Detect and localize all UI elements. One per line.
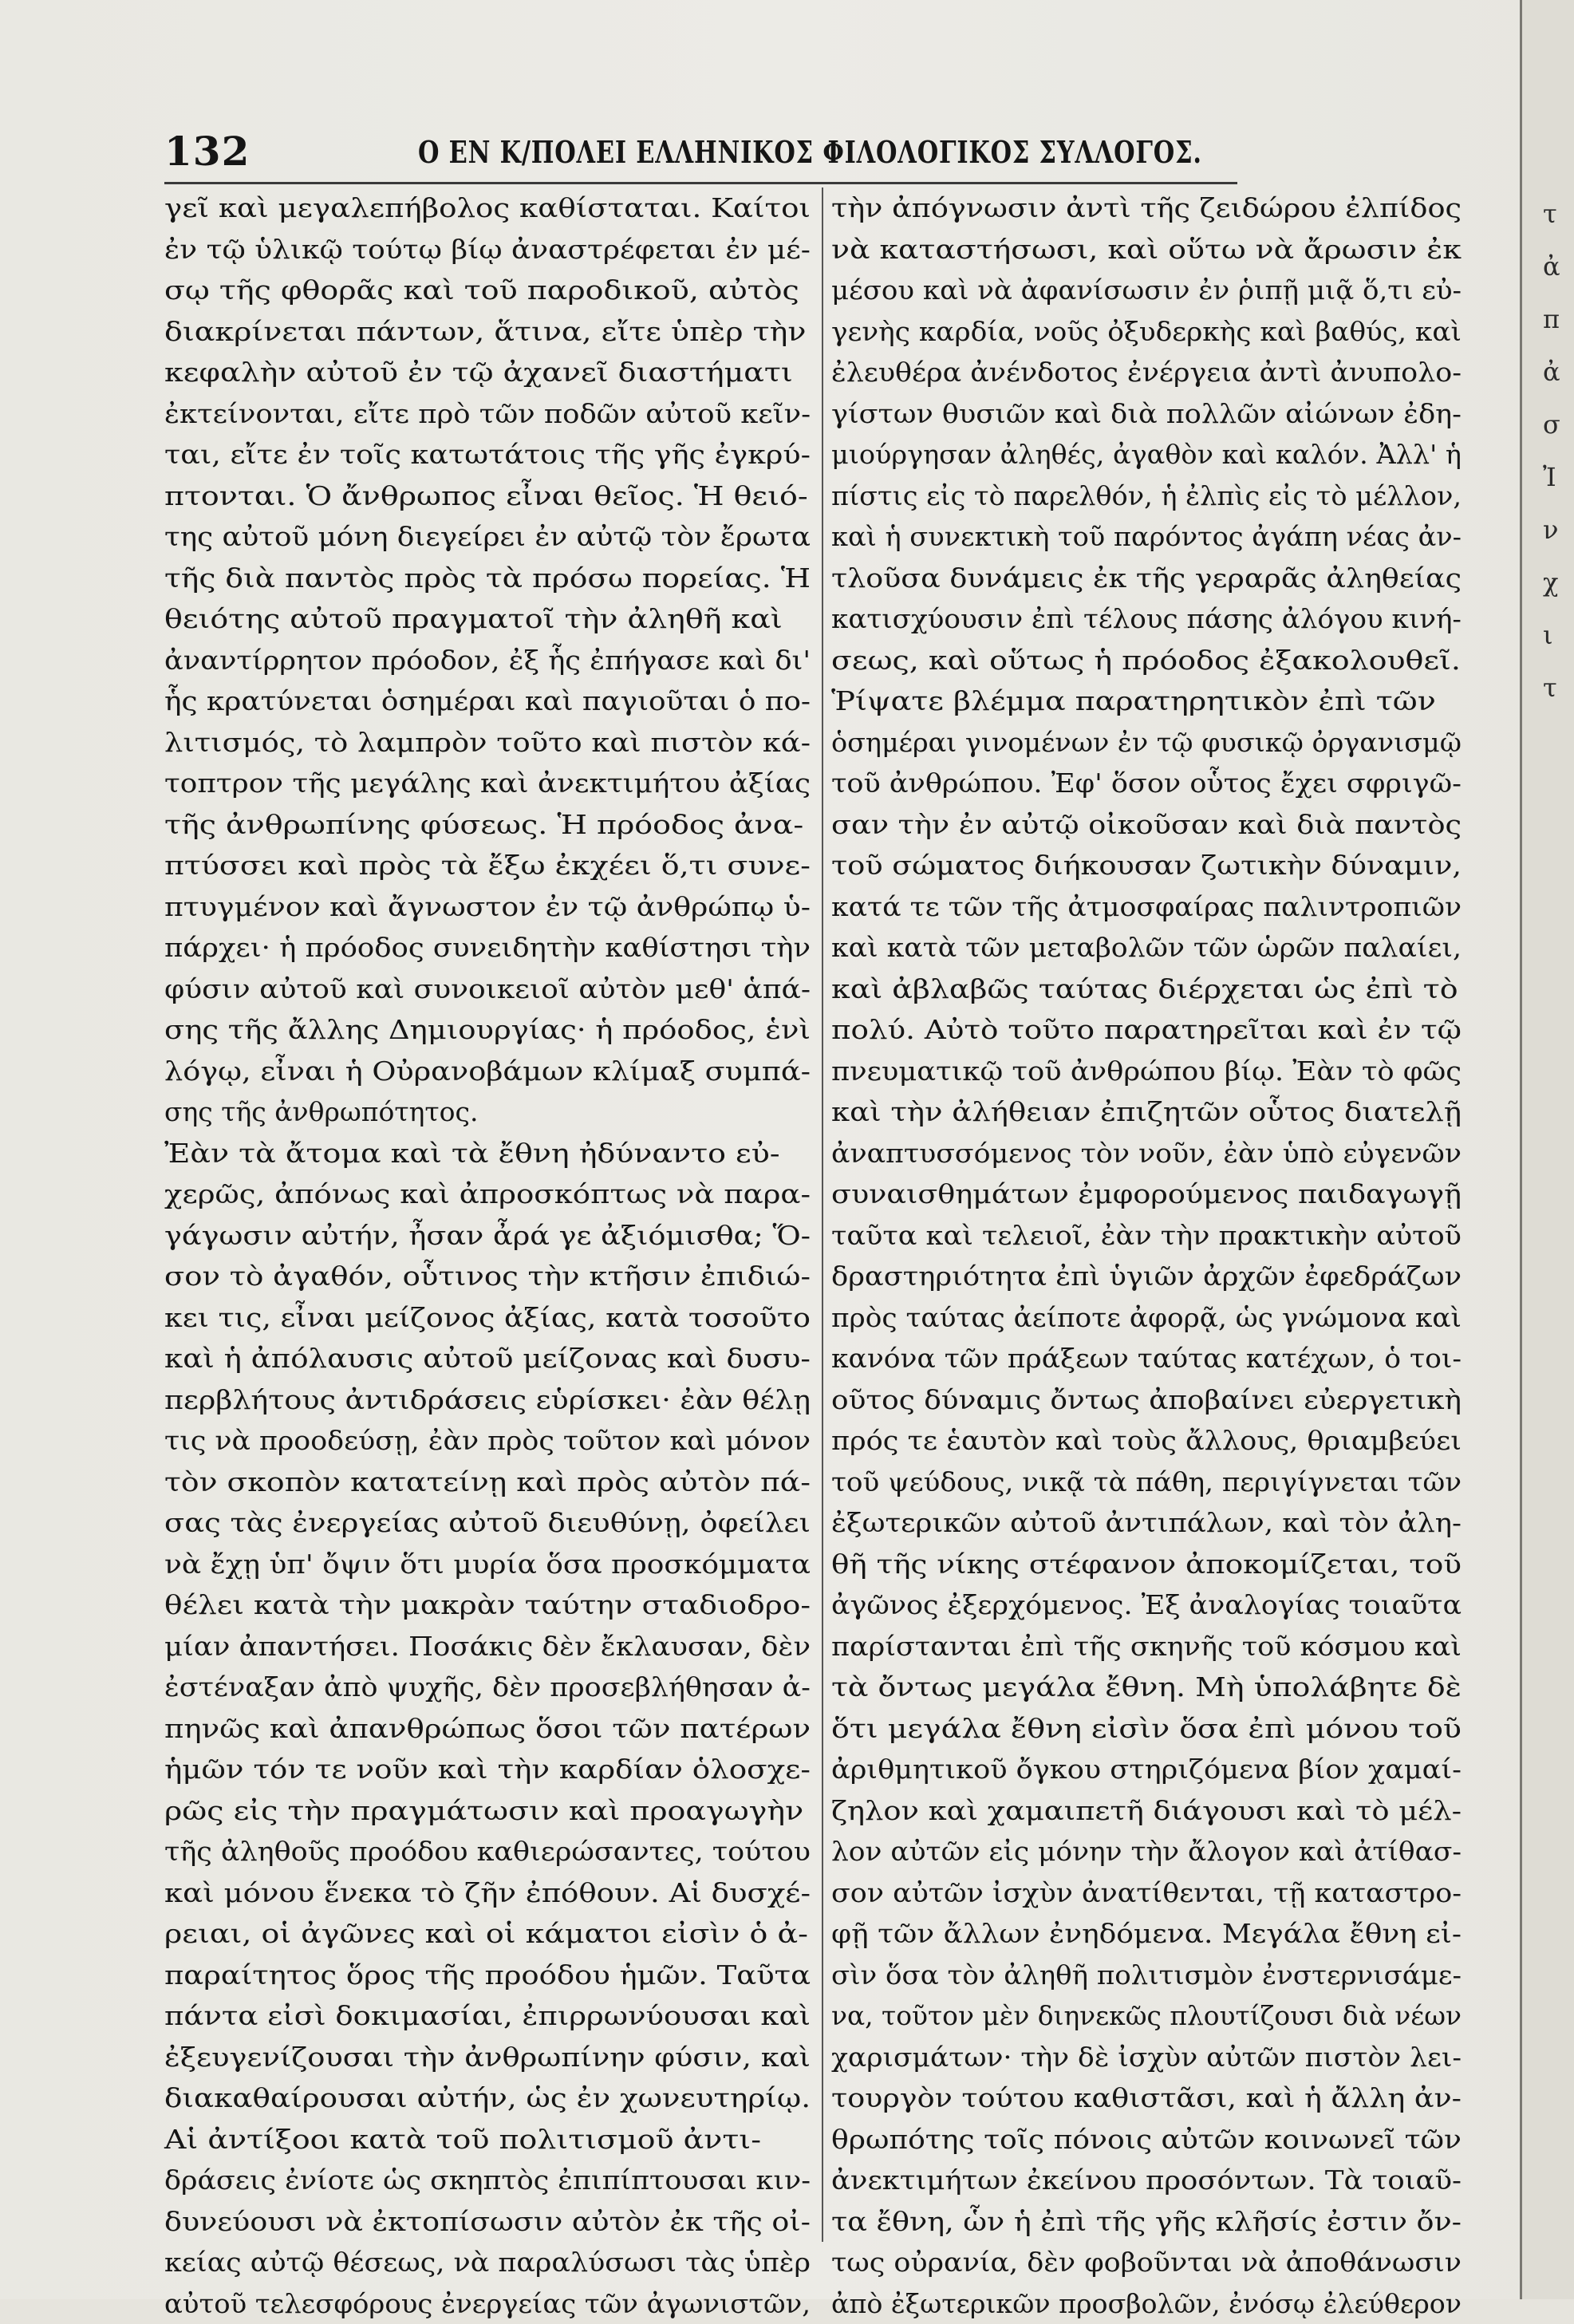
- text-line: [164, 1256, 811, 1297]
- text-line: [831, 1544, 1462, 1585]
- text-line: [831, 1338, 1462, 1379]
- text-line-content: χερῶς, ἀπόνως καὶ ἀπροσκόπτως νὰ παρα-: [164, 1174, 811, 1215]
- text-line: [831, 2037, 1462, 2078]
- text-line-content: δυνεύουσι νὰ ἐκτοπίσωσιν αὐτὸν ἐκ τῆς οἰ-: [164, 2201, 811, 2243]
- text-line: [164, 187, 811, 229]
- text-line: [164, 558, 811, 599]
- text-line-content: κείας αὐτῷ θέσεως, νὰ παραλύσωσι τὰς ὑπὲρ: [164, 2242, 811, 2283]
- text-line: [831, 1667, 1462, 1708]
- text-line-content: φύσιν αὐτοῦ καὶ συνοικειοῖ αὐτὸν μεθ' ἁπά-: [164, 969, 811, 1010]
- text-line-content: τοῦ σώματος διήκουσαν ζωτικὴν δύναμιν,: [831, 845, 1462, 886]
- text-line-content: θῆ τῆς νίκης στέφανον ἀποκομίζεται, τοῦ: [831, 1544, 1462, 1585]
- text-line-content: ἀνεκτιμήτων ἐκείνου προσόντων. Τὰ τοιαῦ-: [831, 2160, 1462, 2201]
- text-line: [164, 1544, 811, 1585]
- text-line: [164, 516, 811, 558]
- text-line: [831, 1831, 1462, 1872]
- text-line: [164, 1913, 811, 1955]
- text-line-content: ἀναπτυσσόμενος τὸν νοῦν, ἐὰν ὑπὸ εὐγενῶν: [831, 1133, 1462, 1174]
- text-line-content: λιτισμός, τὸ λαμπρὸν τοῦτο καὶ πιστὸν κά-: [164, 722, 811, 763]
- text-line: [831, 270, 1462, 311]
- text-line-content: οῦτος δύναμις ὄντως ἀποβαίνει εὐεργετικὴ: [831, 1379, 1462, 1421]
- text-line: [831, 804, 1462, 846]
- text-line: [164, 2160, 811, 2201]
- text-line-content: ὅτι μεγάλα ἔθνη εἰσὶν ὅσα ἐπὶ μόνου τοῦ: [831, 1708, 1462, 1750]
- text-line: [164, 1584, 811, 1626]
- text-line: [831, 434, 1462, 475]
- text-line-content: πτύσσει καὶ πρὸς τὰ ἔξω ἐκχέει ὅ,τι συνε-: [164, 845, 811, 886]
- text-line: [164, 1502, 811, 1544]
- text-line-content: ἀγῶνος ἐξερχόμενος. Ἐξ ἀναλογίας τοιαῦτα: [831, 1584, 1462, 1626]
- text-line-content: λόγῳ, εἶναι ἡ Οὐρανοβάμων κλίμαξ συμπά-: [164, 1051, 811, 1092]
- text-line: [164, 598, 811, 640]
- text-line: [164, 352, 811, 393]
- text-line-content: ρειαι, οἱ ἀγῶνες καὶ οἱ κάματοι εἰσὶν ὁ ἀ-: [164, 1913, 808, 1955]
- text-line-content: τα ἔθνη, ὧν ἡ ἐπὶ τῆς γῆς κλῆσίς ἐστιν ὄν-: [831, 2201, 1462, 2243]
- text-line-content: γίστων θυσιῶν καὶ διὰ πολλῶν αἰώνων ἐδη-: [831, 393, 1462, 435]
- text-line: [831, 1913, 1462, 1955]
- right-column: [831, 187, 1462, 2324]
- text-line-content: να, τοῦτον μὲν διηνεκῶς πλουτίζουσι διὰ νέων: [831, 1995, 1462, 2037]
- text-line: [831, 722, 1462, 763]
- text-line-content: τοπτρον τῆς μεγάλης καὶ ἀνεκτιμήτου ἀξίας: [164, 763, 811, 804]
- text-line-content: πάντα εἰσὶ δοκιμασίαι, ἐπιρρωνύουσαι καὶ: [164, 1995, 811, 2037]
- text-line-content: τὴν ἀπόγνωσιν ἀντὶ τῆς ζειδώρου ἐλπίδος: [831, 187, 1462, 229]
- text-line-content: ἐν τῷ ὑλικῷ τούτῳ βίῳ ἀναστρέφεται ἐν μέ-: [164, 229, 811, 270]
- text-line: [831, 681, 1462, 722]
- text-line-content: τλοῦσα δυνάμεις ἐκ τῆς γεραρᾶς ἀληθείας: [831, 558, 1462, 599]
- text-line: [831, 2283, 1462, 2324]
- text-line: [164, 2077, 811, 2119]
- text-line: [164, 270, 811, 311]
- text-line: [831, 969, 1462, 1010]
- text-line-content: σεως, καὶ οὕτως ἡ πρόοδος ἐξακολουθεῖ.: [831, 640, 1461, 681]
- text-line-content: πρὸς ταύτας ἀείποτε ἀφορᾷ, ὡς γνώμονα καὶ: [831, 1297, 1462, 1339]
- page-edge: [1520, 0, 1522, 2299]
- text-line: [164, 969, 811, 1010]
- text-line: [831, 1215, 1462, 1257]
- text-line-content: τῆς διὰ παντὸς πρὸς τὰ πρόσω πορείας. Ἡ: [164, 558, 811, 599]
- text-line: [831, 927, 1462, 969]
- text-line: [831, 558, 1462, 599]
- text-line: [831, 2160, 1462, 2201]
- text-line-content: κει τις, εἶναι μείζονος ἀξίας, κατὰ τοσοῦτο: [164, 1297, 811, 1339]
- text-line-content: πτυγμένον καὶ ἄγνωστον ἐν τῷ ἀνθρώπῳ ὑ-: [164, 886, 811, 928]
- text-line: [831, 1708, 1462, 1750]
- text-line-content: σης τῆς ἀνθρωπότητος.: [164, 1091, 478, 1133]
- text-line: [164, 1091, 811, 1133]
- text-line: [831, 1420, 1462, 1462]
- text-line: [164, 1955, 811, 1996]
- text-line: [831, 598, 1462, 640]
- text-line: [164, 1297, 811, 1339]
- text-line: [164, 845, 811, 886]
- edge-glyph: τ: [1543, 661, 1574, 714]
- text-line-content: παρίστανται ἐπὶ τῆς σκηνῆς τοῦ κόσμου καὶ: [831, 1626, 1462, 1667]
- text-line-content: τοῦ ψεύδους, νικᾷ τὰ πάθη, περιγίγνεται τῶν: [831, 1462, 1462, 1503]
- text-line-content: ἡμῶν τόν τε νοῦν καὶ τὴν καρδίαν ὁλοσχε-: [164, 1749, 811, 1790]
- text-line-content: ρῶς εἰς τὴν πραγμάτωσιν καὶ προαγωγὴν: [164, 1790, 803, 1832]
- text-line: [831, 2201, 1462, 2243]
- text-line: [164, 1462, 811, 1503]
- text-line-content: κατά τε τῶν τῆς ἀτμοσφαίρας παλιντροπιῶν: [831, 886, 1462, 928]
- text-line: [831, 2119, 1462, 2160]
- text-line: [164, 1420, 811, 1462]
- edge-glyph: ἀ: [1543, 345, 1574, 398]
- text-line: [164, 681, 811, 722]
- text-line: [164, 1626, 811, 1667]
- edge-glyph: ν: [1543, 503, 1574, 556]
- text-line: [831, 187, 1462, 229]
- text-line: [164, 1872, 811, 1914]
- text-line-content: πτονται. Ὁ ἄνθρωπος εἶναι θεῖος. Ἡ θειό-: [164, 475, 808, 517]
- text-line-content: ὁσημέραι γινομένων ἐν τῷ φυσικῷ ὀργανισμῷ: [831, 722, 1462, 763]
- text-line-content: κανόνα τῶν πράξεων ταύτας κατέχων, ὁ τοι-: [831, 1338, 1462, 1379]
- text-line: [831, 1995, 1462, 2037]
- text-line: [164, 1749, 811, 1790]
- text-line: [164, 434, 811, 475]
- text-line-content: ἧς κρατύνεται ὁσημέραι καὶ παγιοῦται ὁ πο-: [164, 681, 811, 722]
- text-line: [831, 1955, 1462, 1996]
- text-line: [164, 886, 811, 928]
- text-line: [831, 1872, 1462, 1914]
- text-line-content: ἐξευγενίζουσαι τὴν ἀνθρωπίνην φύσιν, καὶ: [164, 2037, 811, 2078]
- text-line: [831, 311, 1462, 353]
- edge-glyph: σ: [1543, 398, 1574, 451]
- text-line: [164, 2119, 811, 2160]
- text-line: [164, 2201, 811, 2243]
- text-line-content: τουργὸν τούτου καθιστᾶσι, καὶ ἡ ἄλλη ἀν-: [831, 2077, 1462, 2119]
- text-line-content: τῆς ἀληθοῦς προόδου καθιερώσαντες, τούτου: [164, 1831, 811, 1872]
- text-line-content: σῳ τῆς φθορᾶς καὶ τοῦ παροδικοῦ, αὐτὸς: [164, 270, 799, 311]
- text-line: [164, 393, 811, 435]
- text-line: [164, 1133, 811, 1174]
- text-line-content: συναισθημάτων ἐμφορούμενος παιδαγωγῇ: [831, 1174, 1462, 1215]
- text-line-content: διακρίνεται πάντων, ἅτινα, εἴτε ὑπὲρ τὴν: [164, 311, 806, 353]
- text-line-content: πολύ. Αὐτὸ τοῦτο παρατηρεῖται καὶ ἐν τῷ: [831, 1009, 1462, 1051]
- text-line: [831, 1297, 1462, 1339]
- text-line-content: γεῖ καὶ μεγαλεπήβολος καθίσταται. Καίτοι: [164, 187, 811, 229]
- text-line-content: ἐξωτερικῶν αὐτοῦ ἀντιπάλων, καὶ τὸν ἀλη-: [831, 1502, 1462, 1544]
- text-line-content: γάγωσιν αὐτήν, ἦσαν ἆρά γε ἀξιόμισθα; Ὅ-: [164, 1215, 811, 1257]
- text-line: [164, 2283, 811, 2324]
- text-line-content: σης τῆς ἄλλης Δημιουργίας· ἡ πρόοδος, ἑνὶ: [164, 1009, 811, 1051]
- text-line: [831, 229, 1462, 270]
- text-line-content: καὶ μόνου ἕνεκα τὸ ζῆν ἐπόθουν. Αἱ δυσχέ-: [164, 1872, 811, 1914]
- text-line-content: αὐτοῦ τελεσφόρους ἐνεργείας τῶν ἀγωνιστῶν,: [164, 2283, 811, 2324]
- text-line: [164, 927, 811, 969]
- text-line-content: μέσου καὶ νὰ ἀφανίσωσιν ἐν ῥιπῇ μιᾷ ὅ,τι εὐ-: [831, 270, 1462, 311]
- text-line-content: πάρχει· ἡ πρόοδος συνειδητὴν καθίστησι τὴν: [164, 927, 811, 969]
- text-line-content: καὶ ἀβλαβῶς ταύτας διέρχεται ὡς ἐπὶ τὸ: [831, 969, 1458, 1010]
- text-line-content: τὸν σκοπὸν κατατείνῃ καὶ πρὸς αὐτὸν πά-: [164, 1462, 811, 1503]
- text-line-content: πηνῶς καὶ ἀπανθρώπως ὅσοι τῶν πατέρων: [164, 1708, 811, 1750]
- text-line-content: σας τὰς ἐνεργείας αὐτοῦ διευθύνῃ, ὀφείλει: [164, 1502, 811, 1544]
- text-line: [831, 640, 1462, 681]
- column-divider: [822, 187, 823, 2242]
- text-line: [831, 1626, 1462, 1667]
- text-line: [164, 1667, 811, 1708]
- text-line-content: τὰ ὄντως μεγάλα ἔθνη. Μὴ ὑπολάβητε δὲ: [831, 1667, 1462, 1708]
- text-line-content: σον αὐτῶν ἰσχὺν ἀνατίθενται, τῇ καταστρο-: [831, 1872, 1462, 1914]
- text-line: [164, 1379, 811, 1421]
- text-line: [164, 2242, 811, 2283]
- edge-glyph: π: [1543, 293, 1574, 345]
- text-line: [164, 311, 811, 353]
- text-line-content: τῆς ἀνθρωπίνης φύσεως. Ἡ πρόοδος ἀνα-: [164, 804, 803, 846]
- text-line: [831, 1133, 1462, 1174]
- text-line-content: νὰ καταστήσωσι, καὶ οὕτω νὰ ἄρωσιν ἐκ: [831, 229, 1462, 270]
- edge-glyph: τ: [1543, 187, 1574, 240]
- text-line: [831, 886, 1462, 928]
- edge-glyph: χ: [1543, 556, 1574, 609]
- text-line: [164, 475, 811, 517]
- text-line-content: τοῦ ἀνθρώπου. Ἐφ' ὅσον οὗτος ἔχει σφριγῶ-: [831, 763, 1462, 804]
- text-line: [164, 2037, 811, 2078]
- text-line-content: δραστηριότητα ἐπὶ ὑγιῶν ἀρχῶν ἐφεδράζων: [831, 1256, 1462, 1297]
- text-line-content: ἐστέναξαν ἀπὸ ψυχῆς, δὲν προσεβλήθησαν ἀ-: [164, 1667, 811, 1708]
- text-line: [831, 845, 1462, 886]
- text-line: [831, 2077, 1462, 2119]
- text-line: [831, 516, 1462, 558]
- text-line-content: φῇ τῶν ἄλλων ἐνηδόμενα. Μεγάλα ἔθνη εἰ-: [831, 1913, 1462, 1955]
- text-line: [831, 1256, 1462, 1297]
- text-line: [831, 1462, 1462, 1503]
- text-line: [164, 1708, 811, 1750]
- text-line-content: δράσεις ἐνίοτε ὡς σκηπτὸς ἐπιπίπτουσαι κιν-: [164, 2160, 811, 2201]
- text-line: [831, 1584, 1462, 1626]
- text-line: [164, 1995, 811, 2037]
- text-line-content: ταῦτα καὶ τελειοῖ, ἐὰν τὴν πρακτικὴν αὐτοῦ: [831, 1215, 1462, 1257]
- text-line: [831, 763, 1462, 804]
- text-line-content: πνευματικῷ τοῦ ἀνθρώπου βίῳ. Ἐὰν τὸ φῶς: [831, 1051, 1462, 1092]
- adjacent-page-edge-text: [1543, 187, 1574, 714]
- text-line-content: σὶν ὅσα τὸν ἀληθῆ πολιτισμὸν ἐνστερνισάμε-: [831, 1955, 1462, 1996]
- text-line-content: Ῥίψατε βλέμμα παρατηρητικὸν ἐπὶ τῶν: [831, 681, 1436, 722]
- text-line: [831, 1790, 1462, 1832]
- text-line-content: τις νὰ προοδεύσῃ, ἐὰν πρὸς τοῦτον καὶ μόνον: [164, 1420, 811, 1462]
- text-line-content: ἀπὸ ἐξωτερικῶν προσβολῶν, ἐνόσῳ ἐλεύθερον: [831, 2283, 1462, 2324]
- text-line-content: τως οὐρανία, δὲν φοβοῦνται νὰ ἀποθάνωσιν: [831, 2242, 1462, 2283]
- left-column: [164, 187, 811, 2324]
- text-line-content: καὶ ἡ συνεκτικὴ τοῦ παρόντος ἀγάπη νέας ἀν-: [831, 516, 1462, 558]
- edge-glyph: ἀ: [1543, 240, 1574, 293]
- text-line: [831, 1174, 1462, 1215]
- text-line: [164, 1009, 811, 1051]
- text-line: [164, 1790, 811, 1832]
- text-line: [164, 1051, 811, 1092]
- text-line-content: περβλήτους ἀντιδράσεις εὑρίσκει· ἐὰν θέλῃ: [164, 1379, 811, 1421]
- text-line: [831, 475, 1462, 517]
- text-line-content: πίστις εἰς τὸ παρελθόν, ἡ ἐλπὶς εἰς τὸ μέλλον,: [831, 475, 1462, 517]
- page-number: 132: [164, 128, 250, 175]
- text-line-content: της αὐτοῦ μόνη διεγείρει ἐν αὐτῷ τὸν ἔρωτα: [164, 516, 811, 558]
- text-line-content: ἐλευθέρα ἀνένδοτος ἐνέργεια ἀντὶ ἀνυπολο-: [831, 352, 1462, 393]
- text-line-content: λον αὐτῶν εἰς μόνην τὴν ἄλογον καὶ ἀτίθασ-: [831, 1831, 1462, 1872]
- text-line-content: ζηλον καὶ χαμαιπετῆ διάγουσι καὶ τὸ μέλ-: [831, 1790, 1462, 1832]
- running-head: Ο ΕΝ Κ/ΠΟΛΕΙ ΕΛΛΗΝΙΚΟΣ ΦΙΛΟΛΟΓΙΚΟΣ ΣΥΛΛΟΓΟΣ.: [418, 134, 1069, 170]
- text-line-content: ται, εἴτε ἐν τοῖς κατωτάτοις τῆς γῆς ἐγκρύ-: [164, 434, 811, 475]
- text-line-content: ἐκτείνονται, εἴτε πρὸ τῶν ποδῶν αὐτοῦ κεῖν-: [164, 393, 811, 435]
- text-line-content: σον τὸ ἀγαθόν, οὗτινος τὴν κτῆσιν ἐπιδιώ-: [164, 1256, 811, 1297]
- text-line-content: ἀριθμητικοῦ ὄγκου στηριζόμενα βίον χαμαί-: [831, 1749, 1462, 1790]
- text-line-content: μίαν ἀπαντήσει. Ποσάκις δὲν ἔκλαυσαν, δὲν: [164, 1626, 811, 1667]
- text-line: [831, 1009, 1462, 1051]
- text-line-content: καὶ ἡ ἀπόλαυσις αὐτοῦ μείζονας καὶ δυσυ-: [164, 1338, 811, 1379]
- text-line: [831, 1379, 1462, 1421]
- edge-glyph: Ἰ: [1543, 451, 1574, 503]
- text-line: [831, 1051, 1462, 1092]
- text-line-content: σαν τὴν ἐν αὐτῷ οἰκοῦσαν καὶ διὰ παντὸς: [831, 804, 1462, 846]
- text-line-content: θέλει κατὰ τὴν μακρὰν ταύτην σταδιοδρο-: [164, 1584, 811, 1626]
- header-rule: [164, 182, 1237, 184]
- text-line: [164, 640, 811, 681]
- page-header: [164, 120, 1233, 176]
- text-line: [164, 763, 811, 804]
- text-line: [831, 352, 1462, 393]
- text-line: [164, 1338, 811, 1379]
- text-line: [831, 1502, 1462, 1544]
- text-line-content: θρωπότης τοῖς πόνοις αὐτῶν κοινωνεῖ τῶν: [831, 2119, 1462, 2160]
- text-line-content: διακαθαίρουσαι αὐτήν, ὡς ἐν χωνευτηρίῳ.: [164, 2077, 811, 2119]
- text-line-content: θειότης αὐτοῦ πραγματοῖ τὴν ἀληθῆ καὶ: [164, 598, 783, 640]
- text-line: [831, 1091, 1462, 1133]
- text-line: [164, 1215, 811, 1257]
- text-line-content: νὰ ἔχῃ ὑπ' ὄψιν ὅτι μυρία ὅσα προσκόμματα: [164, 1544, 811, 1585]
- text-line-content: Αἱ ἀντίξοοι κατὰ τοῦ πολιτισμοῦ ἀντι-: [164, 2119, 761, 2160]
- text-line: [831, 2242, 1462, 2283]
- text-line: [164, 1831, 811, 1872]
- text-line: [164, 722, 811, 763]
- edge-glyph: ι: [1543, 609, 1574, 661]
- text-line: [831, 393, 1462, 435]
- text-line-content: μιούργησαν ἀληθές, ἀγαθὸν καὶ καλόν. Ἀλλ' ἡ: [831, 434, 1462, 475]
- text-line-content: κατισχύουσιν ἐπὶ τέλους πάσης ἀλόγου κινή-: [831, 598, 1462, 640]
- text-line-content: καὶ τὴν ἀλήθειαν ἐπιζητῶν οὗτος διατελῇ: [831, 1091, 1462, 1133]
- text-line: [164, 229, 811, 270]
- text-line-content: πρός τε ἑαυτὸν καὶ τοὺς ἄλλους, θριαμβεύει: [831, 1420, 1462, 1462]
- text-line-content: χαρισμάτων· τὴν δὲ ἰσχὺν αὐτῶν πιστὸν λει-: [831, 2037, 1462, 2078]
- text-line: [164, 1174, 811, 1215]
- text-line-content: γενὴς καρδία, νοῦς ὀξυδερκὴς καὶ βαθύς, καὶ: [831, 311, 1462, 353]
- text-line-content: κεφαλὴν αὐτοῦ ἐν τῷ ἀχανεῖ διαστήματι: [164, 352, 793, 393]
- text-line: [164, 804, 811, 846]
- text-line-content: παραίτητος ὅρος τῆς προόδου ἡμῶν. Ταῦτα: [164, 1955, 811, 1996]
- text-line-content: ἀναντίρρητον πρόοδον, ἐξ ἧς ἐπήγασε καὶ δι': [164, 640, 811, 681]
- text-line: [831, 1749, 1462, 1790]
- text-line-content: Ἐὰν τὰ ἄτομα καὶ τὰ ἔθνη ἠδύναντο εὐ-: [164, 1133, 780, 1174]
- text-line-content: καὶ κατὰ τῶν μεταβολῶν τῶν ὡρῶν παλαίει,: [831, 927, 1462, 969]
